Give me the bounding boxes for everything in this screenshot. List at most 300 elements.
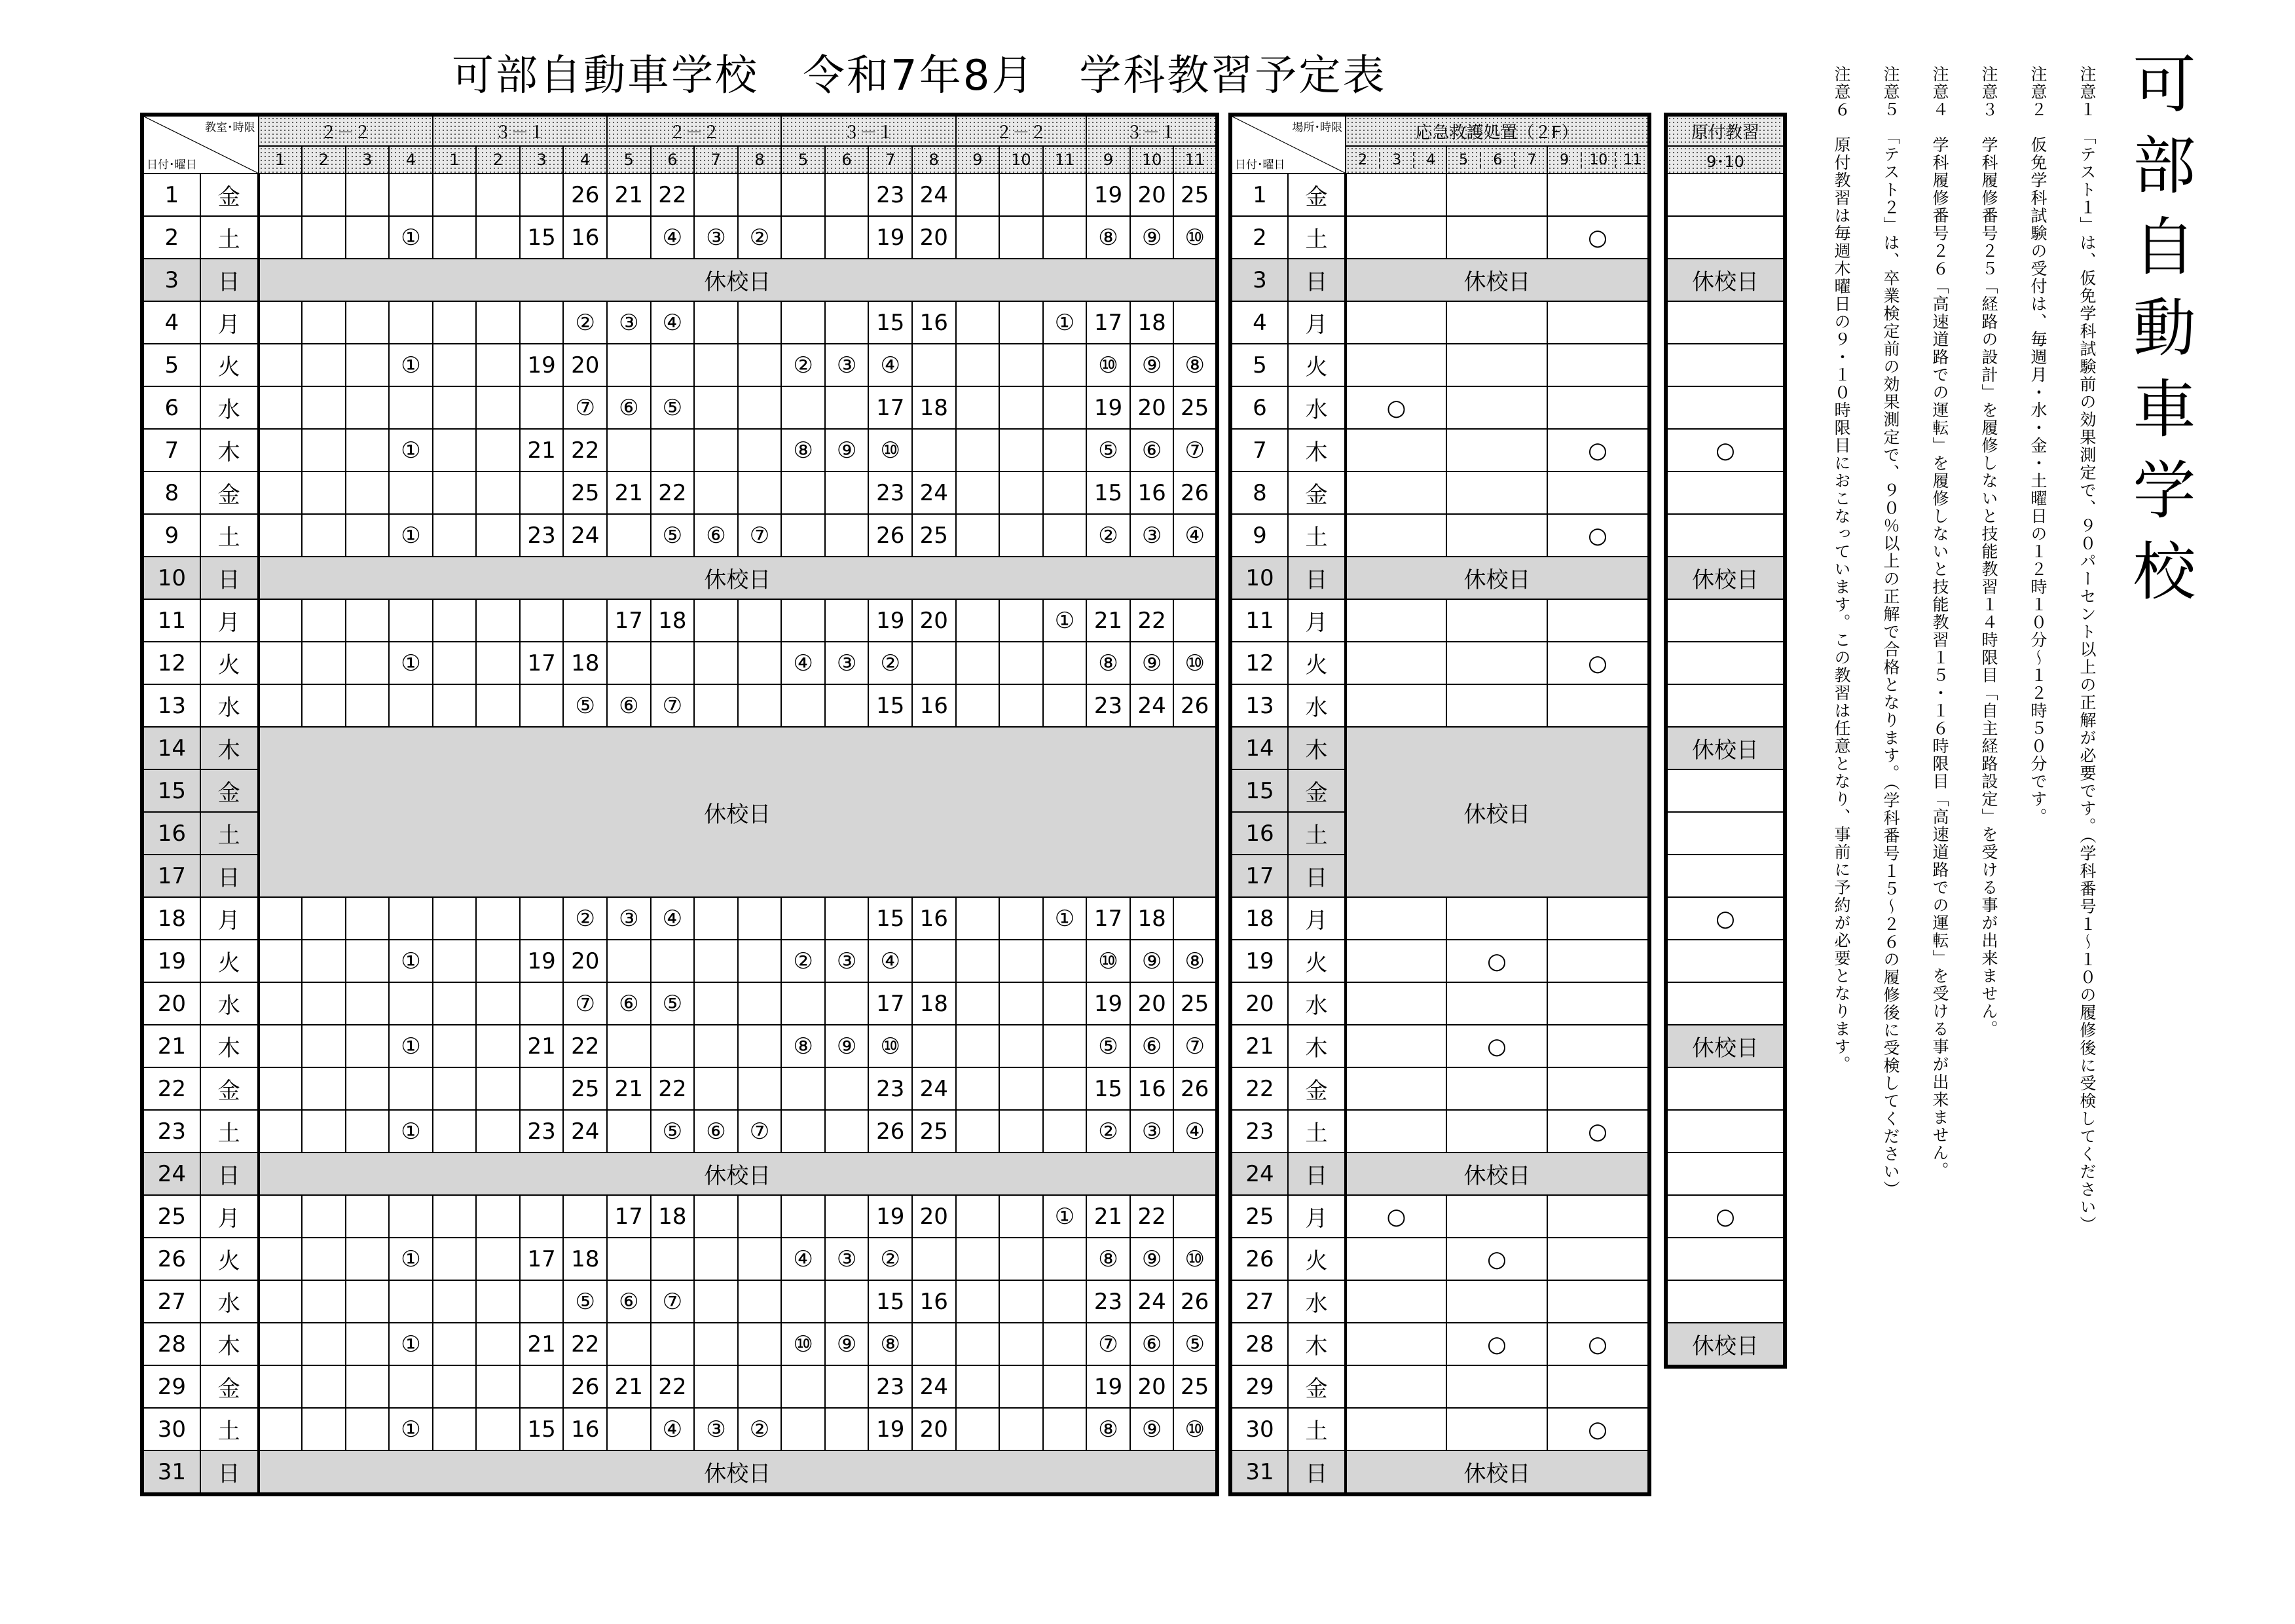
holiday-cell: 休校日 [259, 557, 1218, 599]
moped-cell [1666, 216, 1785, 259]
table-row [142, 471, 1217, 514]
date-cell: 26 [142, 1238, 200, 1280]
class-cell [302, 1408, 346, 1450]
first-aid-cell [1547, 1067, 1649, 1110]
date-cell: 28 [1230, 1323, 1288, 1365]
class-cell [999, 1195, 1043, 1238]
class-cell [520, 897, 564, 940]
class-cell [956, 599, 1000, 642]
class-cell [825, 174, 869, 216]
period-header: 10 [1581, 152, 1615, 168]
class-cell [738, 982, 782, 1025]
first-aid-cell [1446, 174, 1547, 216]
first-aid-cell [1446, 216, 1547, 259]
class-cell: 18 [563, 642, 607, 684]
period-header: 3 [1379, 152, 1413, 168]
period-group-header [1547, 146, 1649, 174]
class-cell [956, 1025, 1000, 1067]
class-cell [651, 642, 695, 684]
class-cell: 25 [1173, 174, 1217, 216]
first-aid-cell [1346, 684, 1446, 727]
table-row [142, 344, 1217, 386]
class-cell: ① [389, 344, 433, 386]
period-header: 9･10 [1666, 146, 1785, 174]
class-cell [607, 1110, 651, 1153]
class-cell [433, 1195, 477, 1238]
weekday-cell: 木 [200, 1025, 259, 1067]
class-cell [694, 940, 738, 982]
date-cell: 1 [1230, 174, 1288, 216]
class-cell: 19 [868, 1195, 912, 1238]
moped-cell [1666, 1110, 1785, 1153]
class-cell [520, 471, 564, 514]
class-cell [302, 1323, 346, 1365]
class-cell: ① [1043, 599, 1087, 642]
table-row [142, 684, 1217, 727]
moped-cell: ○ [1666, 429, 1785, 471]
period-header: 7 [1514, 152, 1547, 168]
class-cell [346, 429, 390, 471]
moped-cell [1666, 642, 1785, 684]
class-cell: 26 [1173, 471, 1217, 514]
class-cell: 17 [607, 1195, 651, 1238]
class-cell [825, 301, 869, 344]
class-cell: 19 [520, 940, 564, 982]
class-cell: 18 [563, 1238, 607, 1280]
class-cell [781, 1408, 825, 1450]
class-cell [607, 642, 651, 684]
class-cell: 18 [651, 599, 695, 642]
date-cell: 20 [1230, 982, 1288, 1025]
table-row [142, 1323, 1217, 1365]
class-cell [346, 982, 390, 1025]
class-cell [346, 1067, 390, 1110]
class-cell: 25 [1173, 386, 1217, 429]
corner-top-label: 場所･時限 [1292, 121, 1342, 134]
class-cell: 20 [912, 1408, 956, 1450]
class-cell: 15 [520, 216, 564, 259]
date-cell: 10 [1230, 557, 1288, 599]
note-4: 注意４ 学科履修番号２６「高速道路での運転」を履修しないと技能教習１５・１６時限目「高速道路での運転」を受ける事が出来ません。 [1930, 65, 1949, 1179]
date-cell: 6 [142, 386, 200, 429]
class-cell: ⑦ [651, 1280, 695, 1323]
class-cell: 22 [563, 1025, 607, 1067]
class-cell [433, 429, 477, 471]
first-aid-cell [1547, 1195, 1649, 1238]
table-row [142, 940, 1217, 982]
class-cell [999, 1408, 1043, 1450]
table-row [1230, 1067, 1649, 1110]
first-aid-cell [1346, 1025, 1446, 1067]
first-aid-cell [1346, 940, 1446, 982]
class-cell [738, 1280, 782, 1323]
first-aid-cell: ○ [1547, 642, 1649, 684]
class-cell: 22 [1130, 1195, 1174, 1238]
class-cell [738, 471, 782, 514]
class-cell [433, 1110, 477, 1153]
class-cell [956, 642, 1000, 684]
class-cell [259, 1110, 303, 1153]
class-cell [999, 429, 1043, 471]
class-cell [259, 1280, 303, 1323]
first-aid-cell [1547, 471, 1649, 514]
class-cell [912, 642, 956, 684]
class-cell [302, 216, 346, 259]
date-cell: 31 [142, 1450, 200, 1494]
class-cell: ④ [651, 1408, 695, 1450]
class-cell [956, 1067, 1000, 1110]
weekday-cell: 月 [1288, 301, 1346, 344]
table-row [1230, 1110, 1649, 1153]
class-cell [259, 1365, 303, 1408]
table-row [142, 599, 1217, 642]
weekday-cell: 土 [200, 216, 259, 259]
class-cell [476, 344, 520, 386]
date-cell: 12 [142, 642, 200, 684]
class-cell [738, 1067, 782, 1110]
class-cell [781, 982, 825, 1025]
class-cell: 19 [868, 1408, 912, 1450]
class-cell: 24 [912, 174, 956, 216]
class-cell [433, 940, 477, 982]
table-row [1230, 1408, 1649, 1450]
first-aid-cell: ○ [1446, 1238, 1547, 1280]
class-cell [346, 897, 390, 940]
class-cell [825, 1067, 869, 1110]
date-cell: 13 [1230, 684, 1288, 727]
table-row [1230, 429, 1649, 471]
class-cell [738, 897, 782, 940]
class-cell [694, 1238, 738, 1280]
class-cell: ⑨ [1130, 642, 1174, 684]
class-cell [346, 1025, 390, 1067]
period-header: 9 [956, 146, 1000, 174]
table-row [1230, 897, 1649, 940]
weekday-cell: 木 [200, 429, 259, 471]
class-cell [825, 1408, 869, 1450]
class-cell [389, 174, 433, 216]
class-cell [694, 897, 738, 940]
class-cell: ⑦ [738, 1110, 782, 1153]
date-cell: 25 [1230, 1195, 1288, 1238]
class-cell: 19 [868, 599, 912, 642]
class-cell: 17 [1086, 301, 1130, 344]
class-cell: 17 [868, 386, 912, 429]
class-cell [346, 1408, 390, 1450]
class-cell [999, 1110, 1043, 1153]
class-cell: ⑤ [563, 684, 607, 727]
class-cell: 22 [563, 429, 607, 471]
class-cell: 19 [1086, 174, 1130, 216]
first-aid-cell [1547, 174, 1649, 216]
class-cell [476, 1067, 520, 1110]
first-aid-cell [1547, 1365, 1649, 1408]
period-header: 6 [1480, 152, 1514, 168]
class-cell [302, 429, 346, 471]
class-cell: 15 [520, 1408, 564, 1450]
class-cell: 24 [1130, 684, 1174, 727]
weekday-cell: 土 [200, 1110, 259, 1153]
table-row [1230, 386, 1649, 429]
table-row [142, 1025, 1217, 1067]
first-aid-cell: ○ [1446, 1323, 1547, 1365]
class-cell: ⑨ [825, 1323, 869, 1365]
class-cell [520, 1365, 564, 1408]
holiday-cell: 休校日 [1346, 1153, 1649, 1195]
first-aid-cell [1446, 386, 1547, 429]
date-cell: 17 [142, 855, 200, 897]
first-aid-cell [1446, 642, 1547, 684]
class-cell [694, 1323, 738, 1365]
class-cell [694, 1195, 738, 1238]
class-cell: 24 [563, 1110, 607, 1153]
date-cell: 19 [1230, 940, 1288, 982]
first-aid-cell [1547, 1238, 1649, 1280]
class-cell [389, 301, 433, 344]
class-cell [259, 599, 303, 642]
weekday-cell: 金 [200, 769, 259, 812]
class-cell [1043, 684, 1087, 727]
class-cell [1043, 1025, 1087, 1067]
class-cell [259, 514, 303, 557]
class-cell [1043, 1323, 1087, 1365]
period-header: 4 [1413, 152, 1446, 168]
class-cell: ⑧ [1086, 1408, 1130, 1450]
first-aid-cell [1547, 344, 1649, 386]
class-cell: ② [563, 897, 607, 940]
period-header: 9 [1560, 151, 1570, 168]
weekday-cell: 土 [200, 812, 259, 855]
weekday-cell: 日 [200, 855, 259, 897]
class-cell: 26 [1173, 684, 1217, 727]
table-row [142, 386, 1217, 429]
class-cell [912, 1025, 956, 1067]
class-cell [346, 471, 390, 514]
class-cell [476, 514, 520, 557]
table-row [1230, 1238, 1649, 1280]
class-cell: ⑤ [563, 1280, 607, 1323]
class-cell [912, 940, 956, 982]
class-cell [302, 1110, 346, 1153]
date-cell: 4 [1230, 301, 1288, 344]
first-aid-cell [1446, 471, 1547, 514]
class-cell: ④ [1173, 514, 1217, 557]
class-cell: ③ [825, 940, 869, 982]
class-cell [433, 1238, 477, 1280]
class-cell [999, 1067, 1043, 1110]
weekday-cell: 日 [200, 557, 259, 599]
note-6: 注意６ 原付教習は毎週木曜日の９・１０時限目におこなっています。この教習は任意となり、事前に予約が必要となります。 [1832, 65, 1851, 1073]
class-cell [433, 514, 477, 557]
weekday-cell: 月 [200, 897, 259, 940]
class-cell: ① [389, 514, 433, 557]
first-aid-cell [1547, 1280, 1649, 1323]
class-cell: ⑩ [1086, 344, 1130, 386]
classroom-header: ３－１ [781, 115, 955, 146]
period-header: 6 [651, 146, 695, 174]
date-cell: 30 [142, 1408, 200, 1450]
date-cell: 3 [142, 259, 200, 301]
class-cell: 20 [1130, 174, 1174, 216]
class-cell [389, 1280, 433, 1323]
weekday-cell: 火 [200, 940, 259, 982]
class-cell: 24 [563, 514, 607, 557]
class-cell [346, 1195, 390, 1238]
class-cell: ⑩ [1173, 216, 1217, 259]
weekday-cell: 土 [200, 1408, 259, 1450]
class-cell: 20 [1130, 982, 1174, 1025]
page-title: 可部自動車学校 令和7年8月 学科教習予定表 [452, 52, 1387, 100]
class-cell: ⑦ [1086, 1323, 1130, 1365]
date-cell: 10 [142, 557, 200, 599]
class-cell: ① [389, 1323, 433, 1365]
holiday-cell: 休校日 [1346, 557, 1649, 599]
weekday-cell: 金 [1288, 174, 1346, 216]
class-cell: ⑤ [651, 1110, 695, 1153]
class-cell [999, 684, 1043, 727]
class-cell [825, 684, 869, 727]
weekday-cell: 金 [200, 174, 259, 216]
table-row [1230, 216, 1649, 259]
class-cell: ② [738, 216, 782, 259]
weekday-cell: 金 [1288, 1067, 1346, 1110]
class-cell: ② [781, 344, 825, 386]
class-cell [476, 386, 520, 429]
class-cell: ⑩ [868, 429, 912, 471]
class-cell [259, 684, 303, 727]
table-row [1666, 1238, 1785, 1280]
class-cell: 25 [563, 1067, 607, 1110]
table-row [1666, 1280, 1785, 1323]
weekday-cell: 水 [200, 1280, 259, 1323]
table-row [1666, 174, 1785, 216]
weekday-cell: 木 [200, 1323, 259, 1365]
class-cell: ③ [1130, 1110, 1174, 1153]
class-cell: ⑧ [781, 1025, 825, 1067]
weekday-cell: 水 [200, 684, 259, 727]
class-cell [607, 514, 651, 557]
class-cell: 21 [520, 1025, 564, 1067]
holiday-cell: 休校日 [1666, 1025, 1785, 1067]
class-cell [999, 1323, 1043, 1365]
header-row [142, 115, 1217, 146]
date-cell: 28 [142, 1323, 200, 1365]
class-cell [999, 1365, 1043, 1408]
moped-cell: ○ [1666, 1195, 1785, 1238]
class-cell [781, 599, 825, 642]
class-cell: ① [389, 1025, 433, 1067]
class-cell [259, 1195, 303, 1238]
class-cell: ① [389, 429, 433, 471]
class-cell [781, 1195, 825, 1238]
first-aid-cell [1547, 386, 1649, 429]
class-cell: 15 [868, 897, 912, 940]
weekday-cell: 火 [1288, 344, 1346, 386]
class-cell: ④ [651, 897, 695, 940]
class-cell: ④ [781, 1238, 825, 1280]
first-aid-cell [1446, 1110, 1547, 1153]
first-aid-cell: ○ [1547, 514, 1649, 557]
date-cell: 11 [1230, 599, 1288, 642]
class-cell: ⑥ [607, 1280, 651, 1323]
class-cell [476, 1365, 520, 1408]
first-aid-cell [1346, 1365, 1446, 1408]
class-cell [607, 1238, 651, 1280]
class-cell [607, 216, 651, 259]
first-aid-cell [1446, 514, 1547, 557]
class-cell: ① [1043, 897, 1087, 940]
class-cell: ⑤ [651, 982, 695, 1025]
class-cell [302, 1238, 346, 1280]
class-cell [607, 1408, 651, 1450]
class-cell [1173, 301, 1217, 344]
weekday-cell: 金 [200, 471, 259, 514]
class-cell [912, 344, 956, 386]
class-cell: 17 [868, 982, 912, 1025]
class-cell: ② [1086, 1110, 1130, 1153]
classroom-header: ２－２ [956, 115, 1087, 146]
class-cell [302, 386, 346, 429]
weekday-cell: 金 [1288, 1365, 1346, 1408]
first-aid-cell: ○ [1346, 386, 1446, 429]
class-cell: 15 [1086, 471, 1130, 514]
class-cell: 23 [868, 1067, 912, 1110]
class-cell: ① [1043, 1195, 1087, 1238]
first-aid-cell [1346, 174, 1446, 216]
table-row [1230, 1025, 1649, 1067]
moped-cell [1666, 174, 1785, 216]
first-aid-cell [1446, 1280, 1547, 1323]
class-cell: ⑦ [1173, 429, 1217, 471]
class-cell: 23 [520, 1110, 564, 1153]
table-row [142, 1067, 1217, 1110]
period-header: 11 [1173, 146, 1217, 174]
class-cell [651, 344, 695, 386]
table-row [142, 301, 1217, 344]
first-aid-cell: ○ [1446, 940, 1547, 982]
table-row [142, 1450, 1217, 1494]
period-header: 10 [1130, 146, 1174, 174]
class-cell [433, 1067, 477, 1110]
class-cell: 21 [1086, 599, 1130, 642]
class-cell: ⑨ [1130, 344, 1174, 386]
class-cell: 17 [520, 1238, 564, 1280]
table-row [142, 982, 1217, 1025]
class-cell: ⑧ [1086, 1238, 1130, 1280]
date-cell: 18 [142, 897, 200, 940]
period-header: 4 [563, 146, 607, 174]
class-cell [1173, 1195, 1217, 1238]
class-cell [956, 684, 1000, 727]
weekday-cell: 日 [1288, 855, 1346, 897]
weekday-cell: 土 [1288, 812, 1346, 855]
holiday-cell: 休校日 [1666, 259, 1785, 301]
table-row [1666, 386, 1785, 429]
table-row [142, 727, 1217, 769]
class-cell [694, 471, 738, 514]
table-row [142, 1195, 1217, 1238]
class-cell: ⑨ [1130, 940, 1174, 982]
weekday-cell: 火 [200, 642, 259, 684]
class-cell: 22 [651, 1067, 695, 1110]
first-aid-cell [1446, 599, 1547, 642]
table-row [1230, 1153, 1649, 1195]
class-cell: 15 [868, 684, 912, 727]
class-cell [476, 429, 520, 471]
class-cell: ⑥ [1130, 1025, 1174, 1067]
holiday-cell: 休校日 [1346, 259, 1649, 301]
class-cell: 23 [1086, 1280, 1130, 1323]
